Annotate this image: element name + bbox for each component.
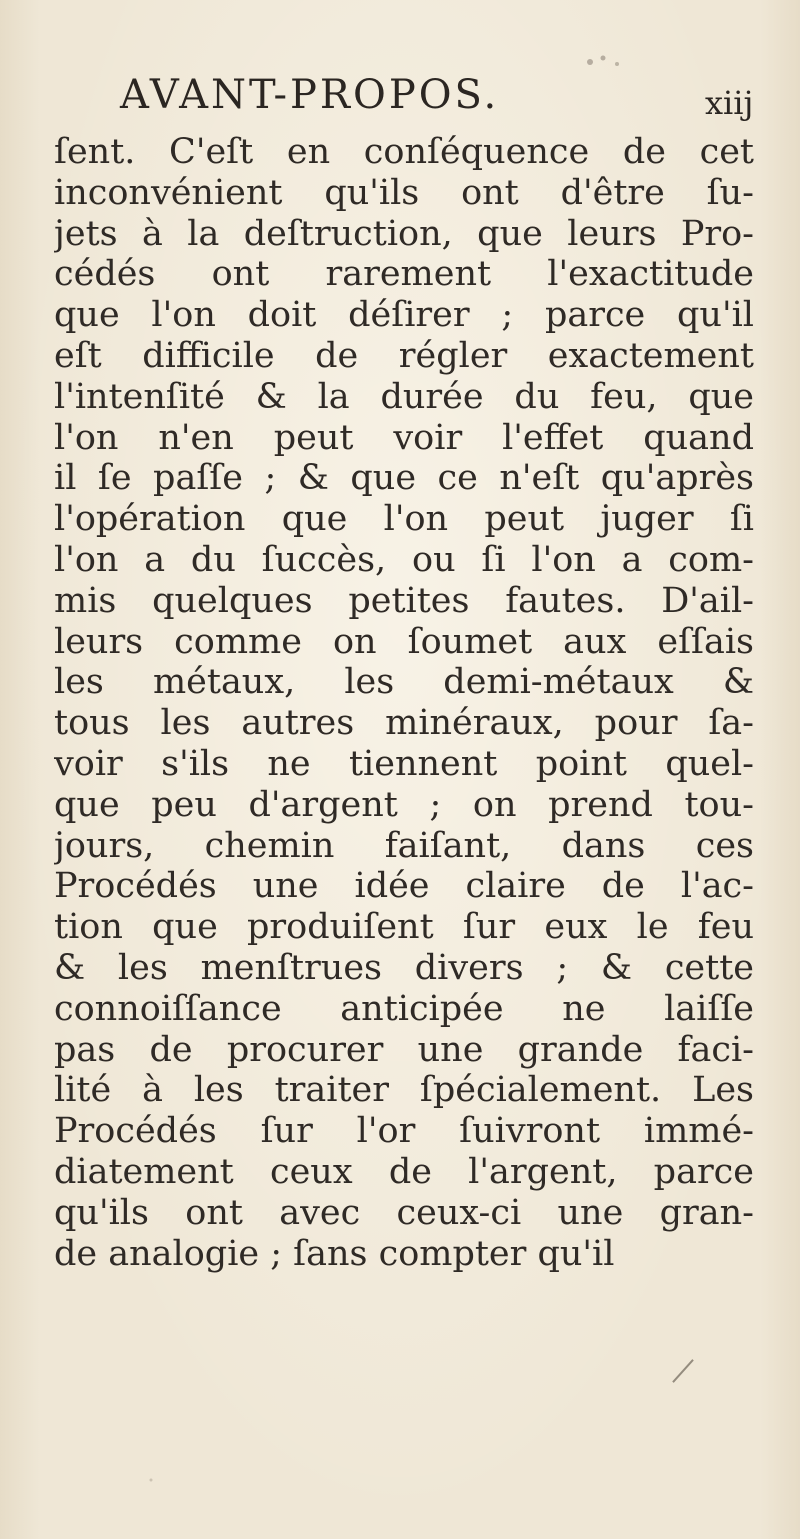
text-line: l'intenſité & la durée du feu, que <box>54 376 754 417</box>
text-line: Procédés ſur l'or ſuivront immé- <box>54 1111 754 1152</box>
text-line: & les menſtrues divers ; & cette <box>54 947 754 988</box>
text-line: leurs comme on ſoumet aux eſſais <box>54 621 754 662</box>
text-line: connoiſſance anticipée ne laiſſe <box>54 988 754 1029</box>
running-head: AVANT-PROPOS. <box>120 72 500 118</box>
text-line: pas de procurer une grande faci- <box>54 1029 754 1070</box>
text-line: jours, chemin faiſant, dans ces <box>54 825 754 866</box>
text-line: tous les autres minéraux, pour ſa- <box>54 703 754 744</box>
text-line: Procédés une idée claire de l'ac- <box>54 866 754 907</box>
page-header <box>0 72 800 132</box>
text-line: l'on a du ſuccès, ou ſi l'on a com- <box>54 539 754 580</box>
text-line: lité à les traiter ſpécialement. Les <box>54 1070 754 1111</box>
text-line: voir s'ils ne tiennent point quel- <box>54 743 754 784</box>
text-line: tion que produiſent ſur eux le feu <box>54 907 754 948</box>
text-line: de analogie ; ſans compter qu'il <box>54 1233 615 1274</box>
text-line: qu'ils ont avec ceux-ci une gran- <box>54 1192 754 1233</box>
text-line: inconvénient qu'ils ont d'être ſu- <box>54 172 754 213</box>
page-number: xiij <box>705 84 754 122</box>
text-line: il ſe paſſe ; & que ce n'eſt qu'après <box>54 458 754 499</box>
text-line: l'opération que l'on peut juger ſi <box>54 499 754 540</box>
text-line: jets à la deſtruction, que leurs Pro- <box>54 213 754 254</box>
text-line: que l'on doit déſirer ; parce qu'il <box>54 295 754 336</box>
text-line: que peu d'argent ; on prend tou- <box>54 784 754 825</box>
text-line: l'on n'en peut voir l'effet quand <box>54 417 754 458</box>
text-line: les métaux, les demi-métaux & <box>54 662 754 703</box>
text-line: cédés ont rarement l'exactitude <box>54 254 754 295</box>
text-line: diatement ceux de l'argent, parce <box>54 1151 754 1192</box>
text-line: ſent. C'eſt en conſéquence de cet <box>54 132 754 172</box>
text-line: mis quelques petites fautes. D'ail- <box>54 580 754 621</box>
text-line: eſt difficile de régler exactement <box>54 335 754 376</box>
body-text <box>54 132 754 1274</box>
